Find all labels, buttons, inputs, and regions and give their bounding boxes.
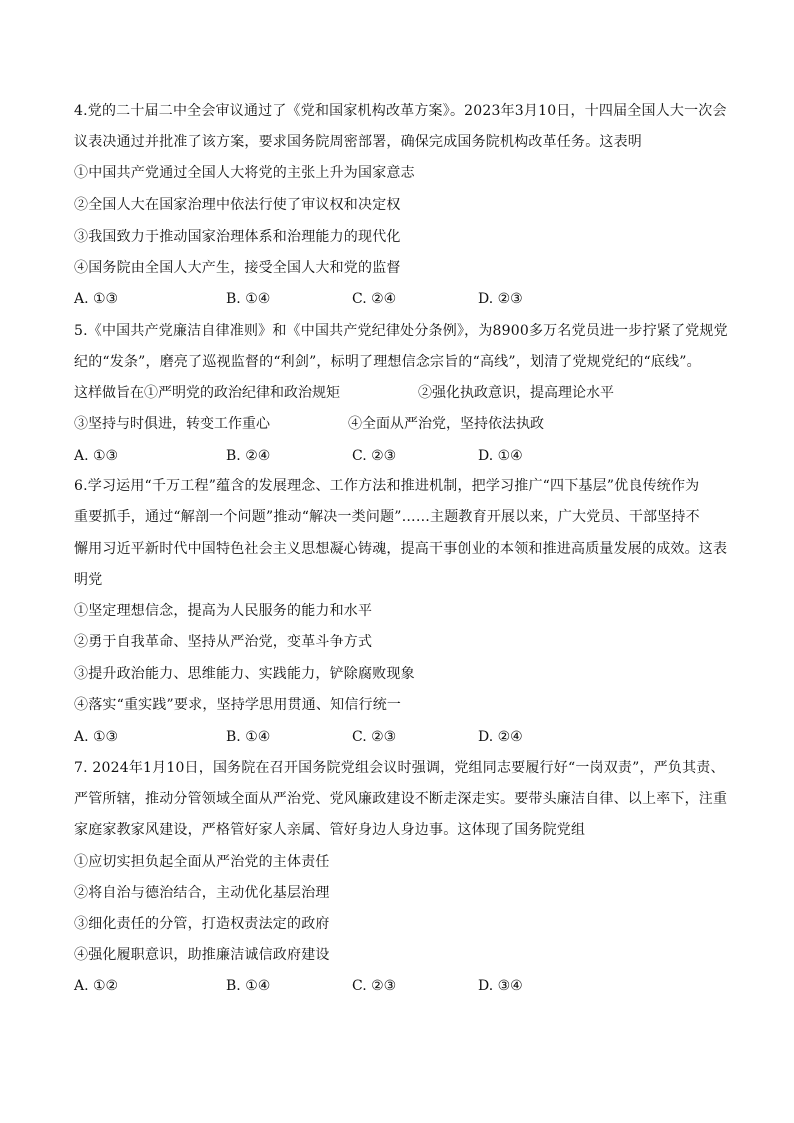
q5-statement-2: ②强化执政意识，提高理论水平 <box>418 385 614 401</box>
q4-statement-3: ③我国致力于推动国家治理体系和治理能力的现代化 <box>74 229 401 245</box>
q4-stem-line-2: 议表决通过并批准了该方案，要求国务院周密部署，确保完成国务院机构改革任务。这表明 <box>74 134 642 150</box>
q4-statement-2: ②全国人大在国家治理中依法行使了审议权和决定权 <box>74 197 401 213</box>
q5-option-a[interactable]: A. ①③ <box>74 448 119 464</box>
q4-statement-1: ①中国共产党通过全国人大将党的主张上升为国家意志 <box>74 165 415 181</box>
q4-stem-line-1: 4.党的二十届二中全会审议通过了《党和国家机构改革方案》。2023年3月10日，十四届全国人大一次会 <box>74 103 727 119</box>
q5-statement-3: ③坚持与时俱进，转变工作重心 <box>74 416 270 432</box>
q5-stem-line-3: 这样做旨在①严明党的政治纪律和政治规矩 <box>74 385 340 401</box>
q6-option-a[interactable]: A. ①③ <box>74 729 119 745</box>
q4-statement-4: ④国务院由全国人大产生，接受全国人大和党的监督 <box>74 260 401 276</box>
q6-stem-line-4: 明党 <box>74 572 103 588</box>
q6-option-b[interactable]: B. ①④ <box>226 729 271 745</box>
q6-option-c[interactable]: C. ②③ <box>352 729 397 745</box>
q6-stem-line-2: 重要抓手，通过“解剖一个问题”推动“解决一类问题”……主题教育开展以来，广大党员、干部坚持不 <box>74 509 700 525</box>
q7-statement-1: ①应切实担负起全面从严治党的主体责任 <box>74 854 330 870</box>
q4-option-b[interactable]: B. ①④ <box>226 291 271 307</box>
q7-stem-line-1: 7. 2024年1月10日，国务院在召开国务院党组会议时强调，党组同志要履行好“一岗双责”，严负其责、 <box>74 760 725 776</box>
q6-stem-line-1: 6.学习运用“千万工程”蕴含的发展理念、工作方法和推进机制，把学习推广“四下基层”优良传统作为 <box>74 478 700 494</box>
q6-stem-line-3: 懈用习近平新时代中国特色社会主义思想凝心铸魂，提高干事创业的本领和推进高质量发展的成效。这表 <box>74 541 728 557</box>
q6-option-d[interactable]: D. ②④ <box>478 729 523 745</box>
q6-statement-3: ③提升政治能力、思维能力、实践能力，铲除腐败现象 <box>74 666 415 682</box>
q7-option-b[interactable]: B. ①④ <box>226 978 271 994</box>
q7-statement-2: ②将自治与德治结合，主动优化基层治理 <box>74 885 330 901</box>
q6-statement-2: ②勇于自我革命、坚持从严治党，变革斗争方式 <box>74 634 373 650</box>
q5-stem-line-1: 5.《中国共产党廉洁自律准则》和《中国共产党纪律处分条例》，为8900多万名党员进一步拧紧了党规党 <box>74 323 728 339</box>
q7-option-c[interactable]: C. ②③ <box>352 978 397 994</box>
q5-option-b[interactable]: B. ②④ <box>226 448 271 464</box>
q5-option-c[interactable]: C. ②③ <box>352 448 397 464</box>
q7-option-a[interactable]: A. ①② <box>74 978 119 994</box>
q7-stem-line-2: 严管所辖，推动分管领域全面从严治党、党风廉政建设不断走深走实。要带头廉洁自律、以上率下，注重 <box>74 791 728 807</box>
q7-statement-4: ④强化履职意识，助推廉洁诚信政府建设 <box>74 947 330 963</box>
q5-option-d[interactable]: D. ①④ <box>478 448 523 464</box>
q7-stem-line-3: 家庭家教家风建设，严格管好家人亲属、管好身边人身边事。这体现了国务院党组 <box>74 822 586 838</box>
q6-statement-4: ④落实“重实践”要求，坚持学思用贯通、知信行统一 <box>74 697 402 713</box>
q4-option-d[interactable]: D. ②③ <box>478 291 523 307</box>
q7-option-d[interactable]: D. ③④ <box>478 978 523 994</box>
q6-statement-1: ①坚定理想信念，提高为人民服务的能力和水平 <box>74 603 373 619</box>
q5-statement-4: ④全面从严治党，坚持依法执政 <box>348 416 544 432</box>
q7-statement-3: ③细化责任的分管，打造权责法定的政府 <box>74 916 330 932</box>
q4-option-a[interactable]: A. ①③ <box>74 291 119 307</box>
q5-stem-line-2: 纪的“发条”，磨亮了巡视监督的“利剑”，标明了理想信念宗旨的“高线”，划清了党规党纪的“底线”。 <box>74 354 701 370</box>
q4-option-c[interactable]: C. ②④ <box>352 291 397 307</box>
